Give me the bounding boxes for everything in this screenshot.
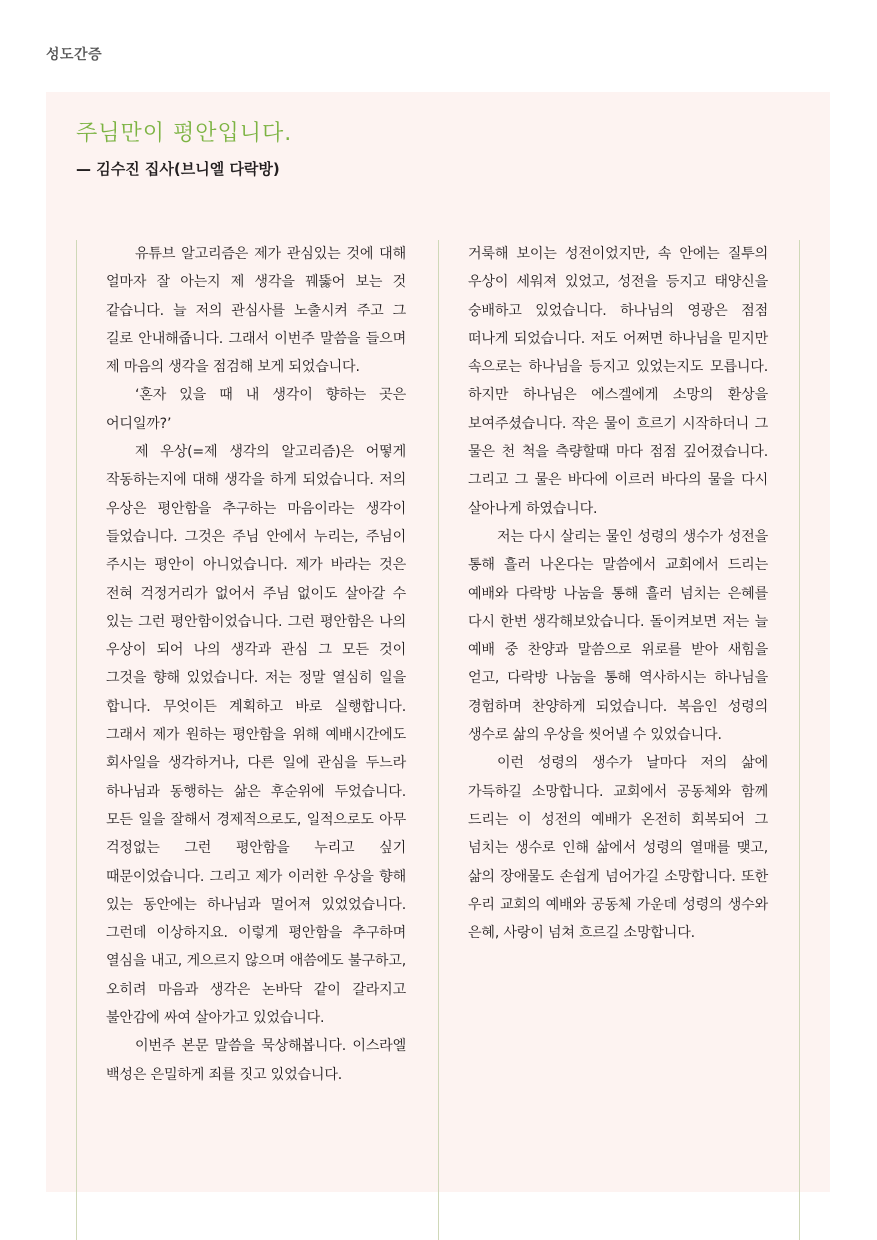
article-author: — 김수진 집사(브니엘 다락방)	[76, 160, 280, 178]
body-paragraph: 이런 성령의 생수가 날마다 저의 삶에 가득하길 소망합니다. 교회에서 공동체와 함께 드리는 이 성전의 예배가 온전히 회복되어 그 넘치는 생수로 인해 삶에서 성령의 열매를 맺고, 삶의 장애물도 손쉽게 넘어가길 소망합니다. 또한 우리 교회의 예배와 공동체 가운데 성령의 생수와 은혜, 사랑이 넘쳐 흐르길 소망합니다.	[468, 755, 768, 942]
body-paragraph: 이번주 본문 말씀을 묵상해봅니다. 이스라엘 백성은 은밀하게 죄를 짓고 있었습니다.	[106, 1038, 406, 1083]
right-column	[468, 240, 768, 947]
article-panel	[46, 92, 830, 1192]
body-paragraph: 저는 다시 살리는 물인 성령의 생수가 성전을 통해 흘러 나온다는 말씀에서 교회에서 드리는 예배와 다락방 나눔을 통해 흘러 넘치는 은혜를 다시 한번 생각해보았습니다. 돌이켜보면 저는 늘 예배 중 찬양과 말씀으로 위로를 받아 새힘을 얻고, 다락방 나눔을 통해 역사하시는 하나님을 경험하며 찬양하게 되었습니다. 복음인 성령의 생수로 삶의 우상을 씻어낼 수 있었습니다.	[468, 528, 768, 744]
left-column	[106, 240, 406, 1089]
section-label: 성도간증	[46, 47, 103, 63]
body-paragraph-continued: 거룩해 보이는 성전이었지만, 속 안에는 질투의 우상이 세워져 있었고, 성전을 등지고 태양신을 숭배하고 있었습니다. 하나님의 영광은 점점 떠나게 되었습니다. 저도 어쩌면 하나님을 믿지만 속으로는 하나님을 등지고 있었는지도 모릅니다. 하지만 하나님은 에스겔에게 소망의 환상을 보여주셨습니다. 작은 물이 흐르기 시작하더니 그 물은 천 척을 측량할때 마다 점점 깊어졌습니다. 그리고 그 물은 바다에 이르러 바다의 물을 다시 살아나게 하였습니다.	[468, 246, 768, 517]
column-rule-middle	[438, 240, 439, 1240]
article-title: 주님만이 평안입니다.	[76, 121, 293, 146]
body-paragraph: ‘혼자 있을 때 내 생각이 향하는 곳은 어디일까?’	[106, 387, 406, 432]
body-paragraph: 유튜브 알고리즘은 제가 관심있는 것에 대해 얼마자 잘 아는지 제 생각을 꿰뚫어 보는 것 같습니다. 늘 저의 관심사를 노출시켜 주고 그 길로 안내해줍니다. 그래서 이번주 말씀을 들으며 제 마음의 생각을 점검해 보게 되었습니다.	[106, 246, 406, 376]
column-rule-left	[76, 240, 77, 1240]
body-paragraph: 제 우상(=제 생각의 알고리즘)은 어떻게 작동하는지에 대해 생각을 하게 되었습니다. 저의 우상은 평안함을 추구하는 마음이라는 생각이 들었습니다. 그것은 주님 안에서 누리는, 주님이 주시는 평안이 아니었습니다. 제가 바라는 것은 전혀 걱정거리가 없어서 주님 없이도 살아갈 수 있는 그런 평안함이었습니다. 그런 평안함은 나의 우상이 되어 나의 생각과 관심 그 모든 것이 그것을 향해 있었습니다. 저는 정말 열심히 일을 합니다. 무엇이든 계획하고 바로 실행합니다. 그래서 제가 원하는 평안함을 위해 예배시간에도 회사일을 생각하거나, 다른 일에 관심을 두느라 하나님과 동행하는 삶은 후순위에 두었습니다. 모든 일을 잘해서 경제적으로도, 일적으로도 아무 걱정없는 그런 평안함을 누리고 싶기 때문이었습니다. 그리고 제가 이러한 우상을 향해 있는 동안에는 하나님과 멀어져 있었었습니다. 그런데 이상하지요. 이렇게 평안함을 추구하며 열심을 내고, 게으르지 않으며 애씀에도 불구하고, 오히려 마음과 생각은 논바닥 같이 갈라지고 불안감에 싸여 살아가고 있었습니다.	[106, 444, 406, 1027]
column-rule-right	[799, 240, 800, 1240]
